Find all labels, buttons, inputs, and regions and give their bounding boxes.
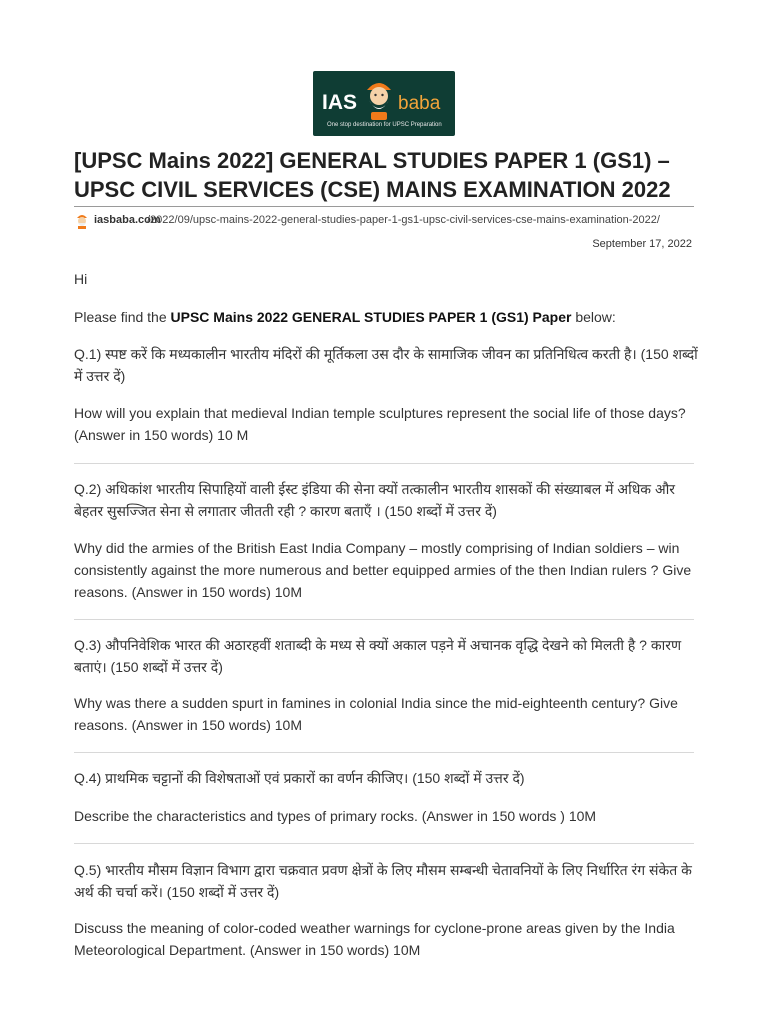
question-4-english: Describe the characteristics and types of primary rocks. (Answer in 150 words ) 10M (74, 808, 597, 824)
intro-bold: UPSC Mains 2022 GENERAL STUDIES PAPER 1 (GS1) Paper (170, 309, 572, 325)
page-title: [UPSC Mains 2022] GENERAL STUDIES PAPER 1 (GS1) – UPSC CIVIL SERVICES (CSE) MAINS EXAMINATION 2022 (74, 148, 671, 202)
question-divider (74, 463, 694, 464)
intro-after: below: (571, 309, 616, 325)
intro-before: Please find the (74, 309, 171, 325)
source-url[interactable] (74, 212, 714, 230)
question-1-english: How will you explain that medieval Indian temple sculptures represent the social life of those days? (Answer in 150 words) 10 M (74, 405, 686, 443)
title-divider (74, 206, 694, 207)
question-1-hindi: Q.1) स्पष्ट करें कि मध्यकालीन भारतीय मंदिरों की मूर्तिकला उस दौर के सामाजिक जीवन का प्रतिनिधित्व करती है। (150 शब्दों में उत्तर दें) (74, 346, 698, 384)
publish-date: September 17, 2022 (592, 238, 692, 250)
logo-text-baba: baba (398, 93, 441, 114)
question-2-english: Why did the armies of the British East India Company – mostly comprising of Indian soldiers – win consistently against the more numerous and better equipped armies of the then Indian rulers ? Give reasons. (Answer in 150 words) 10M (74, 540, 692, 600)
source-domain: iasbaba.com (94, 214, 161, 226)
iasbaba-logo (313, 71, 455, 136)
question-divider (74, 752, 694, 753)
question-5-hindi: Q.5) भारतीय मौसम विज्ञान विभाग द्वारा चक्रवात प्रवण क्षेत्रों के लिए मौसम सम्बन्धी चेतावनियों के लिए निर्धारित रंग संकेत के अर्थ की चर्चा करें। (150 शब्दों में उत्तर दें) (74, 862, 692, 900)
question-4-hindi: Q.4) प्राथमिक चट्टानों की विशेषताओं एवं प्रकारों का वर्णन कीजिए। (150 शब्दों में उत्तर दें) (74, 770, 525, 786)
question-5-english: Discuss the meaning of color-coded weather warnings for cyclone-prone areas given by the India Meteorological Department. (Answer in 150 words) 10M (74, 920, 675, 958)
intro-text (74, 306, 699, 328)
question-divider (74, 619, 694, 620)
question-3-hindi: Q.3) औपनिवेशिक भारत की अठारहवीं शताब्दी के मध्य से क्यों अकाल पड़ने में अचानक वृद्धि देखने को मिलती है ? कारण बताएं। (150 शब्दों में उत्तर दें) (74, 637, 682, 675)
question-3-english: Why was there a sudden spurt in famines in colonial India since the mid-eighteenth century? Give reasons. (Answer in 150 words) 10M (74, 695, 678, 733)
source-path: /2022/09/upsc-mains-2022-general-studies-paper-1-gs1-upsc-civil-services-cse-mains-examination-2022/ (147, 214, 660, 226)
greeting: Hi (74, 271, 88, 287)
logo-text-ias: IAS (322, 91, 358, 114)
question-divider (74, 843, 694, 844)
baba-mascot-icon (361, 74, 397, 122)
question-2-hindi: Q.2) अधिकांश भारतीय सिपाहियों वाली ईस्ट इंडिया की सेना क्यों तत्कालीन भारतीय शासकों की संख्याबल में अधिक और बेहतर सुसज्जित सेना से लगातार जीतती रही ? कारण बताएँ । (150 शब्दों में उत्तर दें) (74, 481, 675, 519)
favicon-icon (74, 212, 90, 229)
logo-tagline: One stop destination for UPSC Preparation (327, 122, 442, 128)
